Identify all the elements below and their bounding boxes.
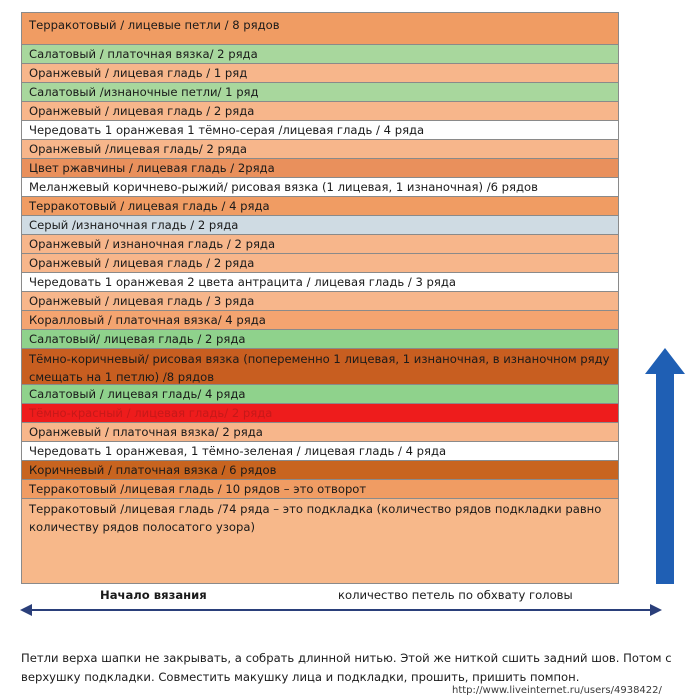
start-of-knitting-label: Начало вязания: [100, 588, 207, 602]
double-arrow-icon: [20, 603, 662, 617]
table-row: Тёмно-красный / лицевая гладь/ 2 ряда: [22, 404, 618, 423]
table-row: Салатовый /изнаночные петли/ 1 ряд: [22, 83, 618, 102]
knitting-rows-table: [21, 12, 619, 584]
instructions-line-2: верхушку подкладки. Совместить макушку лица и подкладки, прошить, пришить помпон.: [21, 670, 580, 684]
table-row: Чередовать 1 оранжевая, 1 тёмно-зеленая / лицевая гладь / 4 ряда: [22, 442, 618, 461]
table-row: Коричневый / платочная вязка / 6 рядов: [22, 461, 618, 480]
table-row: Оранжевый / лицевая гладь / 3 ряда: [22, 292, 618, 311]
table-row: Чередовать 1 оранжевая 1 тёмно-серая /лицевая гладь / 4 ряда: [22, 121, 618, 140]
table-row: Тёмно-коричневый/ рисовая вязка (попеременно 1 лицевая, 1 изнаночная, в изнаночном ряду смещать на 1 петлю) /8 рядов: [22, 349, 618, 385]
table-row: Оранжевый / лицевая гладь / 1 ряд: [22, 64, 618, 83]
table-row: Оранжевый /лицевая гладь/ 2 ряда: [22, 140, 618, 159]
table-row: Салатовый / лицевая гладь/ 4 ряда: [22, 385, 618, 404]
instructions-line-1: Петли верха шапки не закрывать, а собрать длинной нитью. Этой же ниткой сшить задний шов. Потом с: [21, 651, 672, 665]
table-row: Салатовый/ лицевая гладь / 2 ряда: [22, 330, 618, 349]
table-row: Салатовый / платочная вязка/ 2 ряда: [22, 45, 618, 64]
stitch-count-label: количество петель по обхвату головы: [338, 588, 573, 602]
table-row: Терракотовый / лицевые петли / 8 рядов: [22, 13, 618, 45]
table-row: Цвет ржавчины / лицевая гладь / 2ряда: [22, 159, 618, 178]
table-row: Оранжевый / лицевая гладь / 2 ряда: [22, 102, 618, 121]
table-row: Оранжевый / лицевая гладь / 2 ряда: [22, 254, 618, 273]
table-row: Коралловый / платочная вязка/ 4 ряда: [22, 311, 618, 330]
table-row: Серый /изнаночная гладь / 2 ряда: [22, 216, 618, 235]
watermark-url: http://www.liveinternet.ru/users/4938422/: [452, 685, 662, 696]
arrow-up-icon: [645, 348, 685, 584]
table-row: Оранжевый / изнаночная гладь / 2 ряда: [22, 235, 618, 254]
table-row: Оранжевый / платочная вязка/ 2 ряда: [22, 423, 618, 442]
table-row: Терракотовый /лицевая гладь /74 ряда – это подкладка (количество рядов подкладки равно количеству рядов полосатого узора): [29, 502, 602, 534]
table-row: Чередовать 1 оранжевая 2 цвета антрацита / лицевая гладь / 3 ряда: [22, 273, 618, 292]
table-row: Меланжевый коричнево-рыжий/ рисовая вязка (1 лицевая, 1 изнаночная) /6 рядов: [22, 178, 618, 197]
table-row: Терракотовый / лицевая гладь / 4 ряда: [22, 197, 618, 216]
table-row: Терракотовый /лицевая гладь / 10 рядов – это отворот: [22, 480, 618, 499]
